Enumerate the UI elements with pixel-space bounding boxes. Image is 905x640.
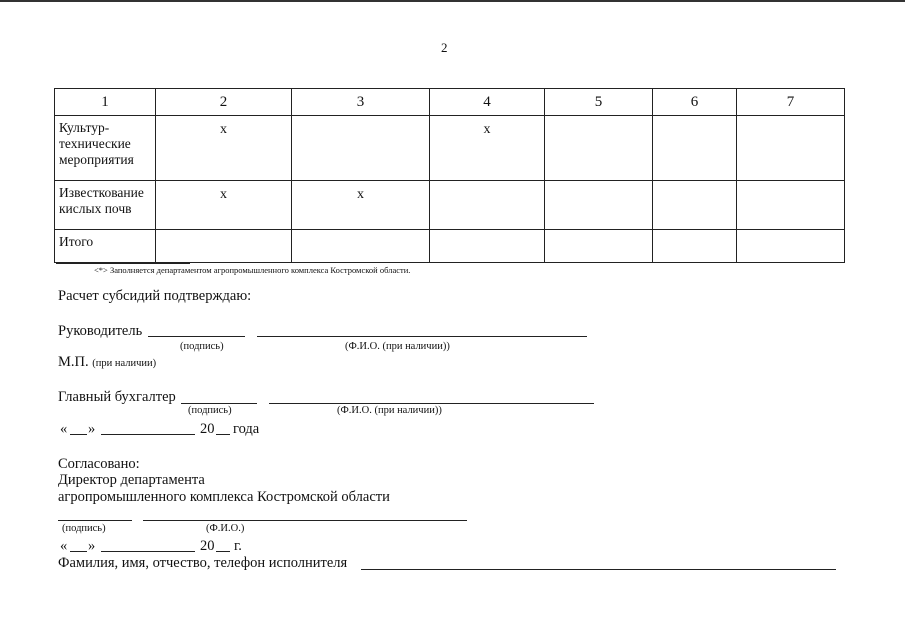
director-position-line2: агропромышленного комплекса Костромской области	[58, 489, 390, 505]
table-cell	[653, 181, 737, 230]
table-cell	[292, 116, 430, 181]
row-label: Известкование кислых почв	[55, 181, 156, 230]
approval-year-line[interactable]	[216, 551, 230, 552]
agreed-label: Согласовано:	[58, 456, 140, 472]
accountant-year-suffix: года	[233, 421, 260, 437]
table-cell: x	[430, 116, 545, 181]
approval-day-line[interactable]	[70, 551, 87, 552]
table-cell	[545, 116, 653, 181]
accountant-name-line[interactable]	[269, 403, 594, 404]
director-position-line1: Директор департамента	[58, 472, 205, 488]
table-cell: x	[156, 181, 292, 230]
table-cell	[737, 230, 845, 263]
director-signature-caption: (подпись)	[62, 523, 106, 534]
column-header: 7	[737, 89, 845, 116]
footnote-divider	[56, 263, 190, 264]
seal-label: М.П.	[58, 354, 89, 370]
approval-date-close: »	[88, 538, 96, 554]
table-cell	[156, 230, 292, 263]
director-signature-line[interactable]	[58, 520, 132, 521]
director-name-line[interactable]	[143, 520, 467, 521]
accountant-month-line[interactable]	[101, 434, 195, 435]
approval-month-line[interactable]	[101, 551, 195, 552]
table-row	[55, 230, 845, 263]
seal-note: (при наличии)	[92, 358, 157, 369]
accountant-label: Главный бухгалтер	[58, 389, 176, 405]
table-header-row	[55, 89, 845, 116]
subsidy-table	[54, 88, 845, 263]
head-name-caption: (Ф.И.О. (при наличии))	[345, 341, 450, 352]
approval-year-prefix: 20	[200, 538, 215, 554]
accountant-day-line[interactable]	[70, 434, 87, 435]
table-cell	[653, 230, 737, 263]
row-label: Итого	[55, 230, 156, 263]
executor-line[interactable]	[361, 569, 836, 570]
approval-year-suffix: г.	[234, 538, 242, 554]
table-cell	[737, 181, 845, 230]
head-label: Руководитель	[58, 323, 143, 339]
table-row	[55, 181, 845, 230]
accountant-date-open: «	[60, 421, 68, 437]
confirm-text: Расчет субсидий подтверждаю:	[58, 288, 252, 304]
accountant-date-close: »	[88, 421, 96, 437]
seal-mark	[58, 354, 156, 371]
top-border	[0, 0, 905, 2]
page-number: 2	[441, 40, 448, 55]
column-header: 2	[156, 89, 292, 116]
column-header: 1	[55, 89, 156, 116]
accountant-year-prefix: 20	[200, 421, 215, 437]
table-cell	[292, 230, 430, 263]
table-cell	[545, 230, 653, 263]
executor-label: Фамилия, имя, отчество, телефон исполнителя	[58, 555, 348, 571]
table-cell	[430, 181, 545, 230]
accountant-signature-caption: (подпись)	[188, 405, 232, 416]
table-cell: x	[156, 116, 292, 181]
head-signature-line[interactable]	[148, 336, 245, 337]
accountant-year-line[interactable]	[216, 434, 230, 435]
head-signature-caption: (подпись)	[180, 341, 224, 352]
table-row	[55, 116, 845, 181]
head-name-line[interactable]	[257, 336, 587, 337]
column-header: 5	[545, 89, 653, 116]
accountant-name-caption: (Ф.И.О. (при наличии))	[337, 405, 442, 416]
approval-date-open: «	[60, 538, 68, 554]
column-header: 4	[430, 89, 545, 116]
table-cell	[653, 116, 737, 181]
accountant-signature-line[interactable]	[181, 403, 257, 404]
table-cell	[737, 116, 845, 181]
table-cell	[430, 230, 545, 263]
table-cell	[545, 181, 653, 230]
table-cell: x	[292, 181, 430, 230]
row-label: Культур-технические мероприятия	[55, 116, 156, 181]
footnote: <*> Заполняется департаментом агропромышленного комплекса Костромской области.	[94, 265, 411, 275]
column-header: 6	[653, 89, 737, 116]
director-name-caption: (Ф.И.О.)	[206, 523, 245, 534]
column-header: 3	[292, 89, 430, 116]
